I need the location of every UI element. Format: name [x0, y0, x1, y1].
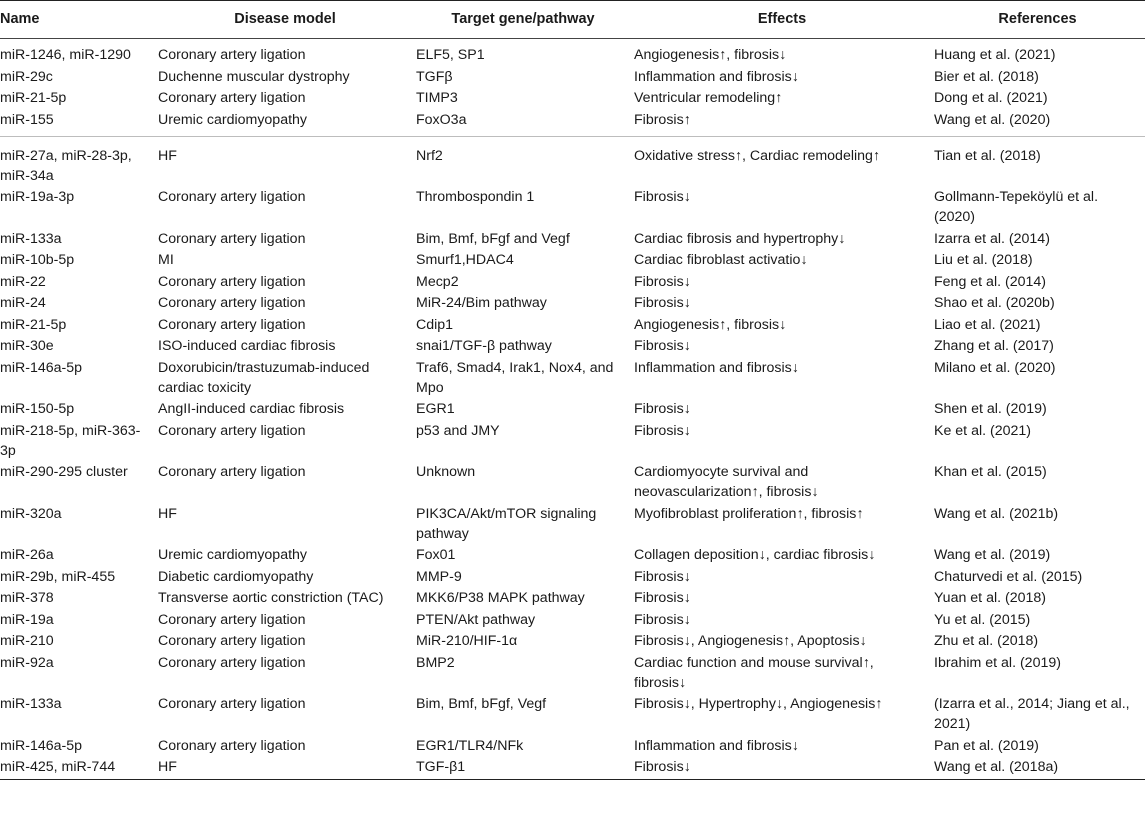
cell-disease-model: Coronary artery ligation: [158, 273, 306, 290]
cell-references: Yuan et al. (2018): [934, 590, 1047, 606]
cell-name: miR-1246, miR-1290: [0, 47, 131, 63]
table-row: [0, 544, 1145, 566]
cell-effects: Fibrosis↓: [634, 590, 691, 606]
table-row: [0, 356, 1145, 398]
table-row: [0, 87, 1145, 109]
cell-effects: Angiogenesis↑, fibrosis↓: [634, 316, 787, 333]
cell-name: miR-92a: [0, 654, 54, 671]
cell-effects: Fibrosis↓: [634, 273, 691, 290]
cell-name: miR-27a, miR-28-3p, miR-34a: [0, 147, 132, 184]
cell-target-gene: Bim, Bmf, bFgf, Vegf: [416, 696, 547, 712]
cell-references: Chaturvedi et al. (2015): [934, 568, 1083, 585]
cell-references: Dong et al. (2021): [934, 90, 1048, 106]
cell-references: Wang et al. (2021b): [934, 505, 1059, 522]
cell-name: miR-146a-5p: [0, 737, 83, 754]
cell-disease-model: Duchenne muscular dystrophy: [158, 68, 350, 85]
cell-target-gene: ELF5, SP1: [416, 47, 485, 63]
table-row: [0, 335, 1145, 357]
cell-disease-model: Coronary artery ligation: [158, 611, 306, 628]
cell-effects: Fibrosis↓: [634, 422, 691, 439]
cell-references: Huang et al. (2021): [934, 47, 1056, 63]
cell-disease-model: Coronary artery ligation: [158, 47, 306, 63]
cell-effects: Inflammation and fibrosis↓: [634, 359, 799, 376]
table-row: [0, 398, 1145, 420]
table-row: [0, 630, 1145, 652]
table-row: [0, 734, 1145, 756]
cell-disease-model: Uremic cardiomyopathy: [158, 547, 308, 563]
cell-name: miR-19a: [0, 611, 54, 628]
cell-effects: Fibrosis↓: [634, 401, 691, 417]
cell-references: Tian et al. (2018): [934, 147, 1041, 164]
cell-name: miR-29c: [0, 68, 53, 85]
cell-name: miR-425, miR-744: [0, 756, 158, 780]
cell-effects: Inflammation and fibrosis↓: [634, 737, 799, 754]
cell-effects: Fibrosis↓, Hypertrophy↓, Angiogenesis↑: [634, 696, 883, 712]
cell-effects: Fibrosis↓: [634, 338, 691, 354]
cell-references: Khan et al. (2015): [934, 464, 1047, 480]
cell-references: Liu et al. (2018): [934, 252, 1033, 268]
cell-references: (Izarra et al., 2014; Jiang et al., 2021): [934, 696, 1130, 732]
cell-references: Zhang et al. (2017): [934, 338, 1054, 354]
cell-name: miR-29b, miR-455: [0, 568, 116, 585]
cell-disease-model: Coronary artery ligation: [158, 696, 306, 712]
cell-target-gene: EGR1: [416, 401, 455, 417]
cell-effects: Ventricular remodeling↑: [634, 90, 783, 106]
cell-name: miR-146a-5p: [0, 359, 83, 376]
table-body: [0, 39, 1145, 780]
cell-effects: Fibrosis↓, Angiogenesis↑, Apoptosis↓: [634, 633, 867, 649]
table-row: [0, 249, 1145, 271]
header-row: [0, 1, 1145, 39]
cell-effects: Cardiomyocyte survival and neovascularization↑, fibrosis↓: [634, 464, 819, 500]
table-row: [0, 65, 1145, 87]
cell-effects: Fibrosis↑: [634, 108, 934, 136]
cell-target-gene: Traf6, Smad4, Irak1, Nox4, and Mpo: [416, 359, 614, 396]
cell-target-gene: BMP2: [416, 654, 455, 671]
table-row: [0, 693, 1145, 735]
cell-disease-model: HF: [158, 505, 177, 522]
cell-name: miR-210: [0, 633, 54, 649]
cell-references: Bier et al. (2018): [934, 68, 1039, 85]
table-row: [0, 565, 1145, 587]
table-row: [0, 502, 1145, 544]
cell-target-gene: snai1/TGF-β pathway: [416, 338, 552, 354]
cell-name: miR-150-5p: [0, 401, 75, 417]
table-row: [0, 756, 1145, 780]
table-header: [0, 1, 1145, 39]
header-name: Name: [0, 1, 158, 39]
cell-target-gene: Bim, Bmf, bFgf and Vegf: [416, 230, 570, 247]
cell-name: miR-378: [0, 590, 54, 606]
cell-references: Feng et al. (2014): [934, 273, 1046, 290]
cell-target-gene: PIK3CA/Akt/mTOR signaling pathway: [416, 505, 597, 542]
cell-disease-model: Coronary artery ligation: [158, 464, 306, 480]
cell-disease-model: Diabetic cardiomyopathy: [158, 568, 314, 585]
cell-references: Zhu et al. (2018): [934, 633, 1039, 649]
cell-name: miR-24: [0, 295, 46, 311]
cell-name: miR-26a: [0, 547, 54, 563]
cell-name: miR-133a: [0, 230, 62, 247]
cell-name: miR-19a-3p: [0, 189, 75, 205]
table-row: [0, 651, 1145, 693]
cell-name: miR-290-295 cluster: [0, 464, 128, 480]
cell-name: miR-218-5p, miR-363-3p: [0, 422, 141, 459]
cell-effects: Collagen deposition↓, cardiac fibrosis↓: [634, 547, 876, 563]
cell-disease-model: HF: [158, 756, 416, 780]
cell-target-gene: MiR-24/Bim pathway: [416, 295, 547, 311]
table-row: [0, 227, 1145, 249]
cell-effects: Fibrosis↓: [634, 189, 691, 205]
cell-references: Ke et al. (2021): [934, 422, 1032, 439]
header-references: References: [934, 1, 1145, 39]
cell-name: miR-21-5p: [0, 90, 67, 106]
cell-disease-model: Coronary artery ligation: [158, 90, 306, 106]
cell-effects: Fibrosis↓: [634, 568, 691, 585]
cell-disease-model: Coronary artery ligation: [158, 633, 306, 649]
header-disease-model: Disease model: [158, 1, 416, 39]
cell-references: Pan et al. (2019): [934, 737, 1039, 754]
cell-name: miR-10b-5p: [0, 252, 75, 268]
cell-effects: Oxidative stress↑, Cardiac remodeling↑: [634, 147, 881, 164]
cell-target-gene: MMP-9: [416, 568, 462, 585]
cell-target-gene: Nrf2: [416, 147, 443, 164]
cell-effects: Cardiac fibrosis and hypertrophy↓: [634, 230, 846, 247]
cell-disease-model: Transverse aortic constriction (TAC): [158, 590, 384, 606]
cell-name: miR-155: [0, 108, 158, 136]
table-row: [0, 461, 1145, 503]
cell-target-gene: TGFβ: [416, 68, 453, 85]
table-row: [0, 136, 1145, 186]
table-row: [0, 270, 1145, 292]
cell-name: miR-30e: [0, 338, 54, 354]
cell-effects: Fibrosis↓: [634, 611, 691, 628]
cell-name: miR-133a: [0, 696, 62, 712]
table-row: [0, 186, 1145, 228]
cell-references: Shen et al. (2019): [934, 401, 1047, 417]
cell-effects: Fibrosis↓: [634, 756, 934, 780]
cell-references: Yu et al. (2015): [934, 611, 1031, 628]
cell-target-gene: MiR-210/HIF-1α: [416, 633, 518, 649]
cell-references: Liao et al. (2021): [934, 316, 1041, 333]
cell-target-gene: Mecp2: [416, 273, 459, 290]
cell-effects: Myofibroblast proliferation↑, fibrosis↑: [634, 505, 864, 522]
header-effects: Effects: [634, 1, 934, 39]
cell-references: Wang et al. (2018a): [934, 756, 1145, 780]
cell-references: Wang et al. (2020): [934, 108, 1145, 136]
table-row: [0, 419, 1145, 461]
cell-references: Milano et al. (2020): [934, 359, 1056, 376]
cell-target-gene: Fox01: [416, 547, 456, 563]
table-row: [0, 608, 1145, 630]
cell-disease-model: Coronary artery ligation: [158, 737, 306, 754]
cell-disease-model: HF: [158, 147, 177, 164]
table-row: [0, 292, 1145, 314]
cell-disease-model: Coronary artery ligation: [158, 654, 306, 671]
cell-target-gene: EGR1/TLR4/NFk: [416, 737, 524, 754]
table-row: [0, 108, 1145, 136]
cell-name: miR-320a: [0, 505, 62, 522]
header-target-gene: Target gene/pathway: [416, 1, 634, 39]
cell-target-gene: PTEN/Akt pathway: [416, 611, 536, 628]
cell-target-gene: TIMP3: [416, 90, 458, 106]
cell-disease-model: Coronary artery ligation: [158, 230, 306, 247]
cell-disease-model: ISO-induced cardiac fibrosis: [158, 338, 336, 354]
cell-target-gene: Cdip1: [416, 316, 454, 333]
cell-target-gene: p53 and JMY: [416, 422, 500, 439]
table-row: [0, 313, 1145, 335]
cell-disease-model: Coronary artery ligation: [158, 295, 306, 311]
cell-effects: Cardiac function and mouse survival↑, fibrosis↓: [634, 654, 874, 691]
cell-name: miR-22: [0, 273, 46, 290]
cell-target-gene: MKK6/P38 MAPK pathway: [416, 590, 585, 606]
cell-target-gene: TGF-β1: [416, 756, 634, 780]
cell-target-gene: Thrombospondin 1: [416, 189, 535, 205]
cell-disease-model: Coronary artery ligation: [158, 189, 306, 205]
cell-references: Ibrahim et al. (2019): [934, 654, 1061, 671]
cell-disease-model: Uremic cardiomyopathy: [158, 108, 416, 136]
cell-references: Gollmann-Tepeköylü et al. (2020): [934, 189, 1099, 225]
cell-references: Izarra et al. (2014): [934, 230, 1050, 247]
cell-effects: Angiogenesis↑, fibrosis↓: [634, 47, 787, 63]
table-row: [0, 587, 1145, 609]
cell-disease-model: Doxorubicin/trastuzumab-induced cardiac toxicity: [158, 359, 370, 396]
cell-disease-model: Coronary artery ligation: [158, 422, 306, 439]
cell-references: Wang et al. (2019): [934, 547, 1051, 563]
cell-effects: Fibrosis↓: [634, 295, 691, 311]
table-row: [0, 39, 1145, 66]
cell-disease-model: Coronary artery ligation: [158, 316, 306, 333]
cell-target-gene: Smurf1,HDAC4: [416, 252, 514, 268]
cell-effects: Cardiac fibroblast activatio↓: [634, 252, 808, 268]
cell-target-gene: Unknown: [416, 464, 476, 480]
cell-target-gene: FoxO3a: [416, 108, 634, 136]
cell-effects: Inflammation and fibrosis↓: [634, 68, 799, 85]
cell-disease-model: MI: [158, 252, 174, 268]
cell-name: miR-21-5p: [0, 316, 67, 333]
cell-disease-model: AngII-induced cardiac fibrosis: [158, 401, 345, 417]
cell-references: Shao et al. (2020b): [934, 295, 1055, 311]
